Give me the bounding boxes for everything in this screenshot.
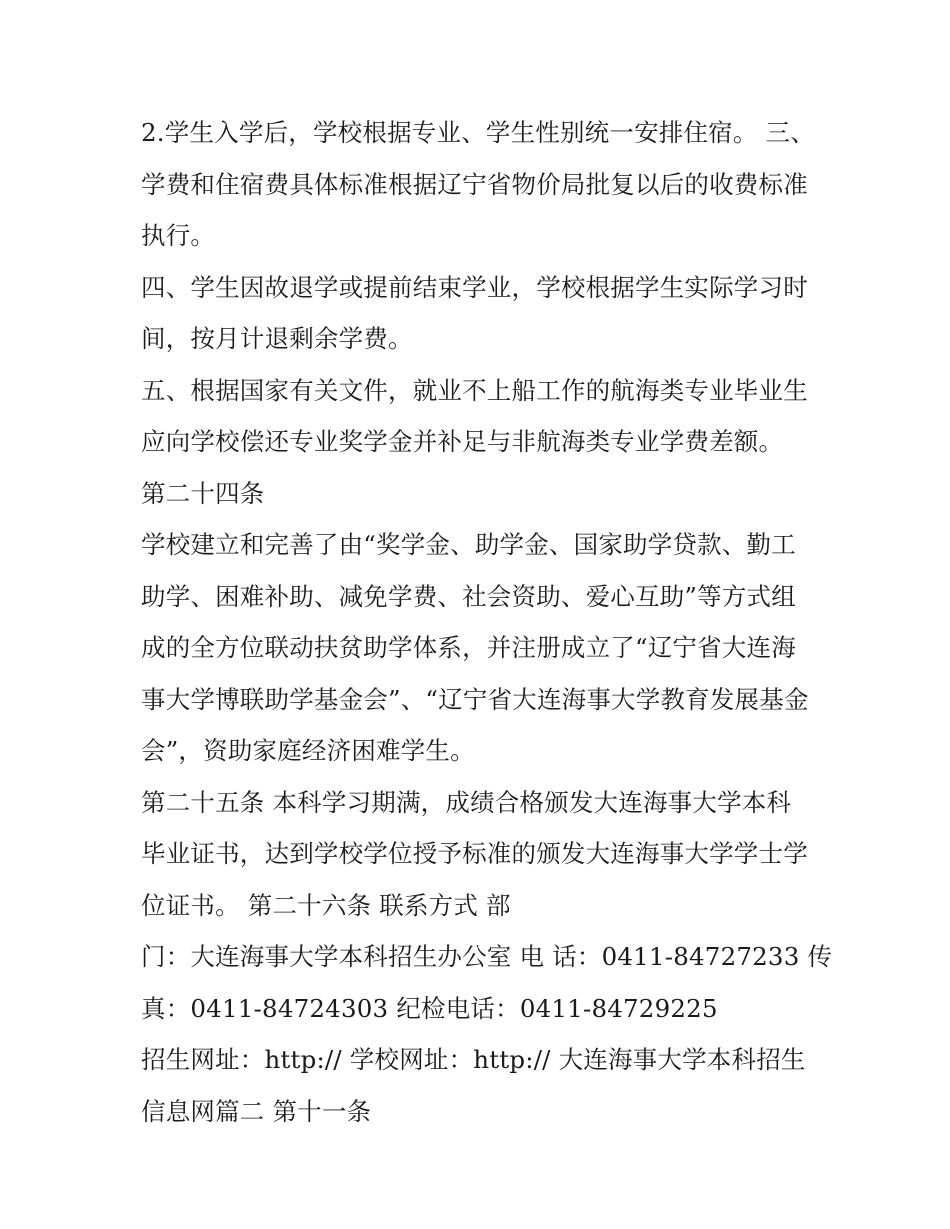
text-line-13: 会”，资助家庭经济困难学生。	[141, 736, 475, 765]
text-line-10: 助学、困难补助、减免学费、社会资助、爱心互助”等方式组	[141, 581, 796, 611]
section-heading-article-24: 第二十四条	[141, 478, 265, 508]
document-body	[141, 107, 833, 1137]
contact-line-phone: 门：大连海事大学本科招生办公室 电 话：0411-84727233 传	[141, 942, 833, 971]
text-line-2: 学费和住宿费具体标准根据辽宁省物价局批复以后的收费标准	[141, 169, 808, 199]
text-line-3: 执行。	[141, 221, 216, 250]
text-line-4: 四、学生因故退学或提前结束学业，学校根据学生实际学习时	[141, 272, 808, 302]
contact-line-websites: 招生网址：http:// 学校网址：http:// 大连海事大学本科招生	[141, 1045, 806, 1074]
text-line-14: 第二十五条 本科学习期满，成绩合格颁发大连海事大学本科	[141, 787, 792, 817]
text-line-7: 应向学校偿还专业奖学金并补足与非航海类专业学费差额。	[141, 427, 784, 456]
text-line-11: 成的全方位联动扶贫助学体系，并注册成立了“辽宁省大连海	[141, 633, 796, 662]
text-line-9: 学校建立和完善了由“奖学金、助学金、国家助学贷款、勤工	[141, 530, 796, 559]
text-line-12: 事大学博联助学基金会”、“辽宁省大连海事大学教育发展基金	[141, 684, 809, 714]
text-line-6: 五、根据国家有关文件，就业不上船工作的航海类专业毕业生	[141, 375, 808, 405]
contact-line-fax: 真：0411-84724303 纪检电话：0411-84729225	[141, 993, 718, 1023]
text-line-16: 位证书。 第二十六条 联系方式 部	[141, 890, 511, 920]
text-line-1: 2.学生入学后，学校根据专业、学生性别统一安排住宿。 三、	[141, 118, 815, 147]
text-line-15: 毕业证书，达到学校学位授予标准的颁发大连海事大学学士学	[141, 839, 808, 868]
text-line-20: 信息网篇二 第十一条	[141, 1096, 372, 1126]
text-line-5: 间，按月计退剩余学费。	[141, 324, 413, 353]
